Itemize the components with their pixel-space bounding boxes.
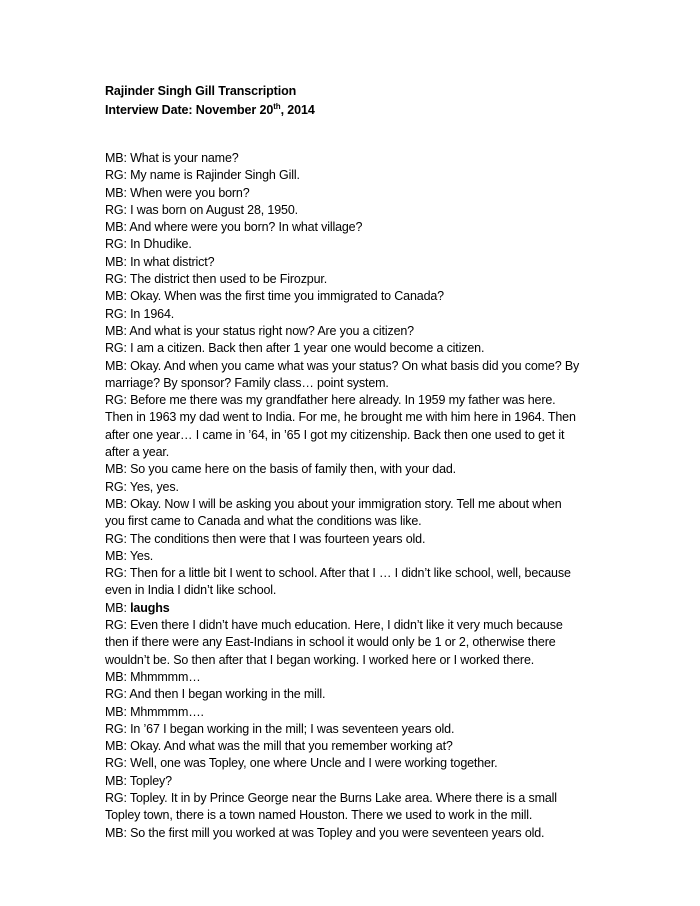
stage-direction: laughs [130,600,170,615]
transcript-line: RG: Before me there was my grandfather here already. In 1959 my father was here. [105,393,556,408]
transcript-line: Topley town, there is a town named Houston. There we used to work in the mill. [105,808,533,823]
transcript-line: RG: I was born on August 28, 1950. [105,202,298,217]
transcript-line: MB: Okay. And when you came what was your status? On what basis did you come? By [105,358,580,373]
transcript-line: RG: And then I began working in the mill. [105,687,326,702]
transcript-line: RG: In Dhudike. [105,237,192,252]
transcript-line: MB: Mhmmmm… [105,669,201,684]
transcript-line: RG: Yes, yes. [105,479,179,494]
transcript-line: RG: The district then used to be Firozpur. [105,272,328,287]
transcript-body [105,150,605,842]
interview-date-year: , 2014 [280,103,315,117]
transcript-line-laughs [105,600,605,617]
transcript-line: MB: And where were you born? In what village? [105,220,363,235]
transcript-line: then if there were any East-Indians in school it would only be 1 or 2, otherwise there [105,635,556,650]
interview-date-prefix: Interview Date: November 20 [105,103,274,117]
transcript-line: RG: My name is Rajinder Singh Gill. [105,168,300,183]
document-header [105,82,315,120]
transcript-line: MB: And what is your status right now? Are you a citizen? [105,323,414,338]
transcript-line: after a year. [105,445,170,460]
interview-date-suffix: th [273,102,281,111]
transcript-line: RG: Even there I didn’t have much education. Here, I didn’t like it very much because [105,618,563,633]
transcript-line: MB: Okay. Now I will be asking you about your immigration story. Tell me about when [105,496,562,511]
transcript-line: after one year… I came in ’64, in ’65 I got my citizenship. Back then one used to get it [105,427,565,442]
document-title: Rajinder Singh Gill Transcription [105,84,297,98]
transcript-line: RG: Well, one was Topley, one where Uncle and I were working together. [105,756,498,771]
transcript-line: MB: So the first mill you worked at was Topley and you were seventeen years old. [105,825,545,840]
transcript-line: RG: The conditions then were that I was fourteen years old. [105,531,426,546]
speaker-prefix: MB: [105,600,131,615]
transcript-line: MB: When were you born? [105,185,250,200]
transcript-line: RG: I am a citizen. Back then after 1 year one would become a citizen. [105,341,485,356]
transcript-line: wouldn’t be. So then after that I began working. I worked here or I worked there. [105,652,535,667]
transcript-line: MB: Okay. And what was the mill that you remember working at? [105,739,453,754]
transcript-line: RG: Topley. It in by Prince George near the Burns Lake area. Where there is a small [105,790,557,805]
transcript-line: RG: In 1964. [105,306,175,321]
interview-date [105,101,315,120]
transcript-line: RG: Then for a little bit I went to school. After that I … I didn’t like school, well, because [105,566,571,581]
transcript-line: MB: What is your name? [105,151,239,165]
transcript-line: MB: Mhmmmm…. [105,704,204,719]
transcript-line: MB: Okay. When was the first time you immigrated to Canada? [105,289,444,304]
transcript-line: RG: In ’67 I began working in the mill; I was seventeen years old. [105,721,455,736]
transcript-line: marriage? By sponsor? Family class… point system. [105,375,389,390]
transcript-line: even in India I didn’t like school. [105,583,277,598]
transcript-line: MB: Topley? [105,773,172,788]
transcript-line: MB: In what district? [105,254,215,269]
transcript-line: you first came to Canada and what the conditions was like. [105,514,422,529]
transcript-line: MB: So you came here on the basis of family then, with your dad. [105,462,457,477]
transcript-line: Then in 1963 my dad went to India. For me, he brought me with him here in 1964. Then [105,410,576,425]
transcript-line: MB: Yes. [105,548,154,563]
